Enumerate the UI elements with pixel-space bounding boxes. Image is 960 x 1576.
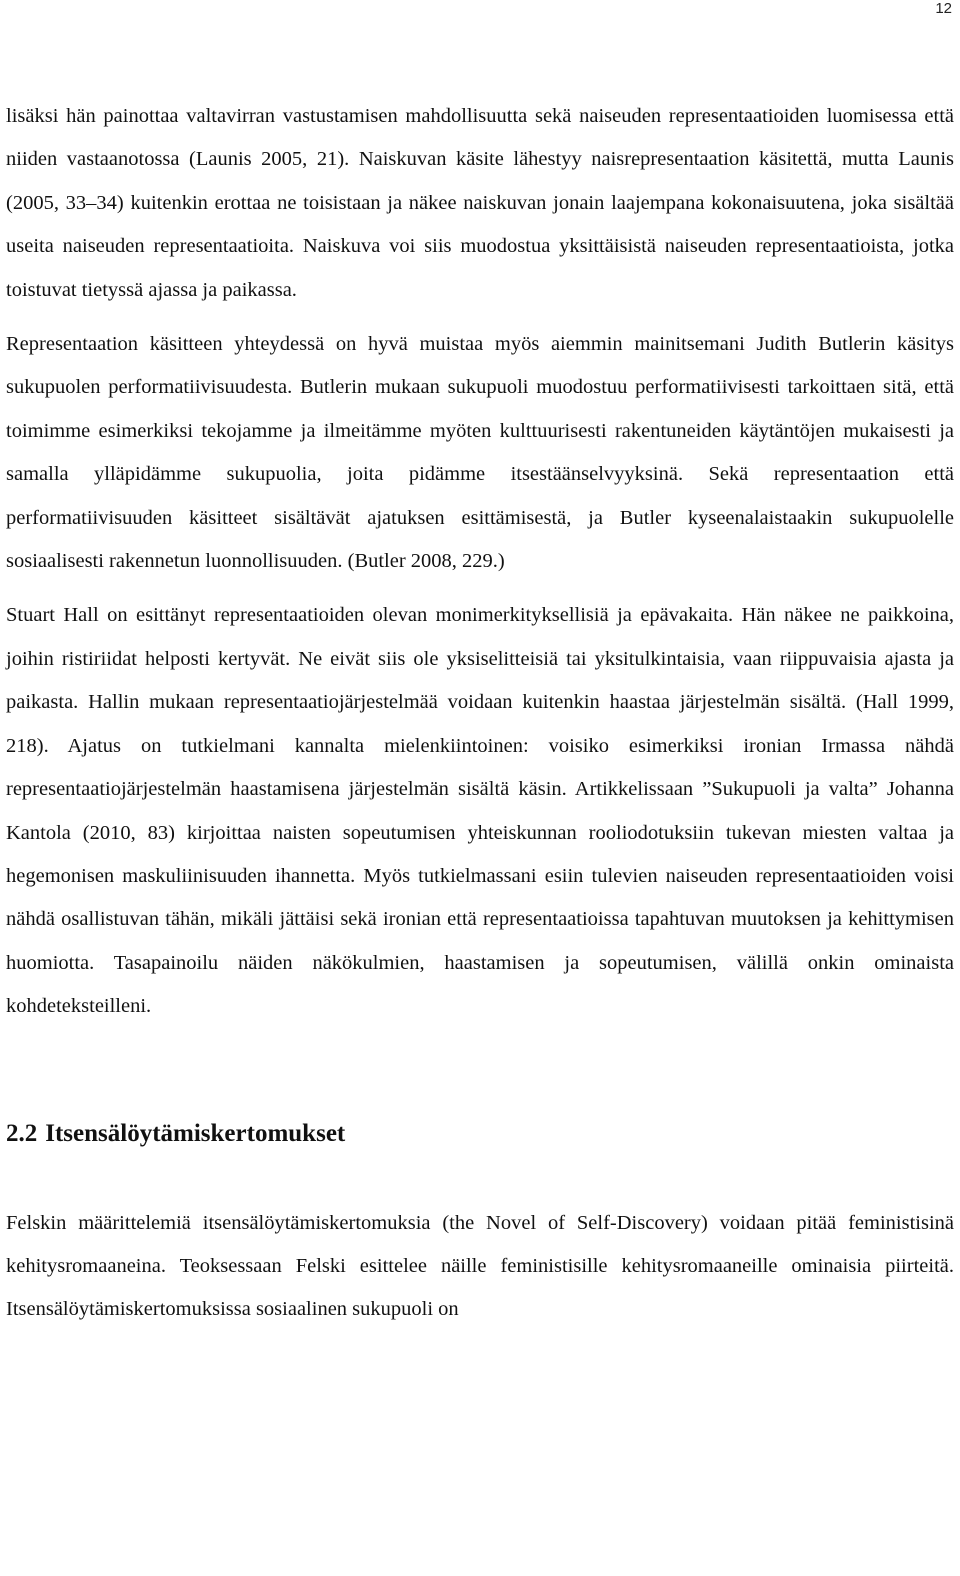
paragraph-spacer — [6, 583, 954, 594]
section-spacer — [6, 1029, 954, 1114]
paragraph-spacer — [6, 312, 954, 323]
paragraph-launis: lisäksi hän painottaa valtavirran vastustamisen mahdollisuutta sekä naiseuden representaatioiden luomisessa että niiden vastaanotossa (Launis 2005, 21). Naiskuvan käsite lähestyy naisrepresentaation käsitettä, mutta Launis (2005, 33–34) kuitenkin erottaa ne toisistaan ja näkee naiskuvan jonain laajempana kokonaisuutena, joka sisältää useita naiseuden representaatioita. Naiskuva voi siis muodostua yksittäisistä naiseuden representaatioista, jotka toistuvat tietyssä ajassa ja paikassa. — [6, 105, 954, 301]
section-spacer — [6, 1154, 954, 1202]
section-heading — [6, 1114, 954, 1154]
paragraph-felski: Felskin määrittelemiä itsensälöytämiskertomuksia (the Novel of Self-Discovery) voidaan pitää feministisinä kehitysromaaneina. Teoksessaan Felski esittelee näille feministisille kehitysromaaneille ominaisia piirteitä. Itsensälöytämiskertomuksissa sosiaalinen sukupuoli on — [6, 1211, 954, 1321]
section-number: 2.2 — [6, 1119, 38, 1147]
section-title: Itsensälöytämiskertomukset — [45, 1119, 346, 1147]
document-body — [6, 95, 954, 1332]
page-number: 12 — [935, 0, 952, 17]
paragraph-hall: Stuart Hall on esittänyt representaatioiden olevan monimerkityksellisiä ja epävakaita. Hän näkee ne paikkoina, joihin ristiriidat helposti kertyvät. Ne eivät siis ole yksiselitteisiä tai yksitulkintaisia, vaan riippuvaisia ajasta ja paikasta. Hallin mukaan representaatiojärjestelmää voidaan kuitenkin haastaa järjestelmän sisältä. (Hall 1999, 218). Ajatus on tutkielmani kannalta mielenkiintoinen: voisiko esimerkiksi ironian Irmassa nähdä representaatiojärjestelmän haastamisena järjestelmän sisältä käsin. Artikkelissaan ”Sukupuoli ja valta” Johanna Kantola (2010, 83) kirjoittaa naisten sopeutumisen yhteiskunnan rooliodotuksiin tukevan miesten valtaa ja hegemonisen maskuliinisuuden ihannetta. Myös tutkielmassani esiin tulevien naiseuden representaatioiden voisi nähdä osallistuvan tähän, mikäli jättäisi sekä ironian että representaatioissa tapahtuvan muutoksen ja kehittymisen huomiotta. Tasapainoilu näiden näkökulmien, haastamisen ja sopeutumisen, välillä onkin ominaista kohdeteksteilleni. — [6, 604, 954, 1018]
paragraph-butler: Representaation käsitteen yhteydessä on hyvä muistaa myös aiemmin mainitsemani Judith Butlerin käsitys sukupuolen performatiivisuudesta. Butlerin mukaan sukupuoli muodostuu performatiivisesti tarkoittaen sitä, että toimimme esimerkiksi tekojamme ja ilmeitämme myöten kulttuurisesti rakentuneiden käytäntöjen mukaisesti ja samalla ylläpidämme sukupuolia, joita pidämme itsestäänselvyyksinä. Sekä representaation että performatiivisuuden käsitteet sisältävät ajatuksen esittämisestä, ja Butler kyseenalaistaakin sukupuolelle sosiaalisesti rakennetun luonnollisuuden. (Butler 2008, 229.) — [6, 333, 954, 573]
